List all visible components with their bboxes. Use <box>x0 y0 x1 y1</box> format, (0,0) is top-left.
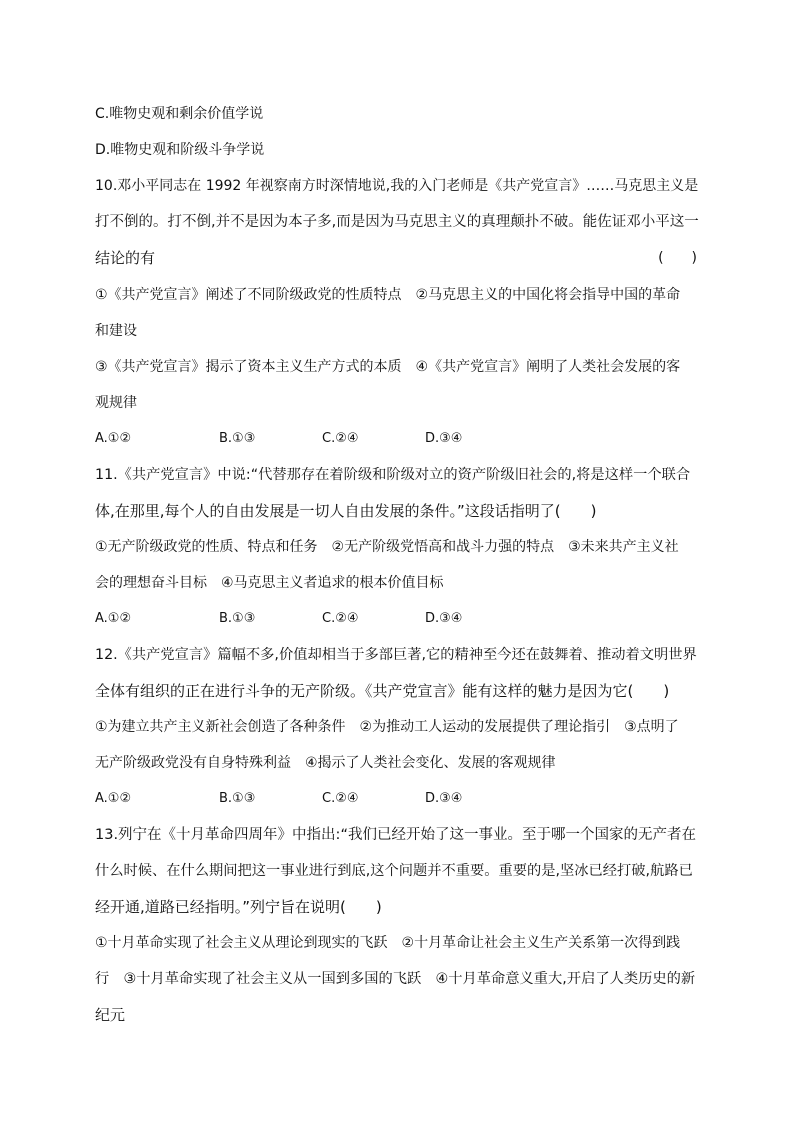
q12-stem-line-2: 全体有组织的正在进行斗争的无产阶级。《共产党宣言》能有这样的魅力是因为它( ) <box>95 682 670 700</box>
q13-choice-line-1: ①十月革命实现了社会主义从理论到现实的飞跃 ②十月革命让社会主义生产关系第一次得到践 <box>95 935 681 951</box>
q9-option-c: C.唯物史观和剩余价值学说 <box>95 106 264 122</box>
q11-option-b: B.①③ <box>219 611 256 626</box>
q10-stem-line-2: 打不倒的。打不倒,并不是因为本子多,而是因为马克思主义的真理颠扑不破。能佐证邓小平这一 <box>95 214 699 230</box>
q10-stem-line-1: 10.邓小平同志在 1992 年视察南方时深情地说,我的入门老师是《共产党宣言》……马克思主义是 <box>95 178 699 194</box>
q10-stem-line-3: 结论的有 <box>95 249 156 267</box>
q13-stem-line-1: 13.列宁在《十月革命四周年》中指出:“我们已经开始了这一事业。至于哪一个国家的无产者在 <box>95 827 696 843</box>
q11-stem-line-2: 体,在那里,每个人的自由发展是一切人自由发展的条件。”这段话指明了( ) <box>95 502 597 520</box>
q13-choice-line-2: 行 ③十月革命实现了社会主义从一国到多国的飞跃 ④十月革命意义重大,开启了人类历史的新 <box>95 971 696 987</box>
q11-choice-line-1: ①无产阶级政党的性质、特点和任务 ②无产阶级党悟高和战斗力强的特点 ③未来共产主义社 <box>95 539 679 555</box>
q12-option-a: A.①② <box>95 791 132 806</box>
q13-stem-line-2: 什么时候、在什么期间把这一事业进行到底,这个问题并不重要。重要的是,坚冰已经打破,航路已 <box>95 863 693 879</box>
q11-stem-line-1: 11.《共产党宣言》中说:“代替那存在着阶级和阶级对立的资产阶级旧社会的,将是这样一个联合 <box>95 467 691 483</box>
q11-option-a: A.①② <box>95 611 132 626</box>
q12-stem-line-1: 12.《共产党宣言》篇幅不多,价值却相当于多部巨著,它的精神至今还在鼓舞着、推动着文明世界 <box>95 647 697 663</box>
q9-option-d: D.唯物史观和阶级斗争学说 <box>95 142 265 158</box>
q11-option-d: D.③④ <box>425 611 463 626</box>
q10-choice-line-4: 观规律 <box>95 395 137 411</box>
q12-option-d: D.③④ <box>425 791 463 806</box>
q13-stem-line-3: 经开通,道路已经指明。”列宁旨在说明( ) <box>95 898 382 916</box>
q10-option-d: D.③④ <box>425 431 463 446</box>
q13-choice-line-3: 纪元 <box>95 1006 126 1024</box>
q10-option-a: A.①② <box>95 431 132 446</box>
q12-option-b: B.①③ <box>219 791 256 806</box>
q10-option-c: C.②④ <box>322 431 359 446</box>
q11-choice-line-2: 会的理想奋斗目标 ④马克思主义者追求的根本价值目标 <box>95 575 444 591</box>
q10-choice-line-3: ③《共产党宣言》揭示了资本主义生产方式的本质 ④《共产党宣言》阐明了人类社会发展的客 <box>95 359 681 375</box>
q12-choice-line-1: ①为建立共产主义新社会创造了各种条件 ②为推动工人运动的发展提供了理论指引 ③点明了 <box>95 719 679 735</box>
q10-option-b: B.①③ <box>219 431 256 446</box>
q10-choice-line-1: ①《共产党宣言》阐述了不同阶级政党的性质特点 ②马克思主义的中国化将会指导中国的革命 <box>95 287 681 303</box>
q12-choice-line-2: 无产阶级政党没有自身特殊利益 ④揭示了人类社会变化、发展的客观规律 <box>95 755 556 771</box>
q10-choice-line-2: 和建设 <box>95 323 137 339</box>
q10-answer-blank: ( ) <box>658 250 697 266</box>
q11-option-c: C.②④ <box>322 611 359 626</box>
q12-option-c: C.②④ <box>322 791 359 806</box>
